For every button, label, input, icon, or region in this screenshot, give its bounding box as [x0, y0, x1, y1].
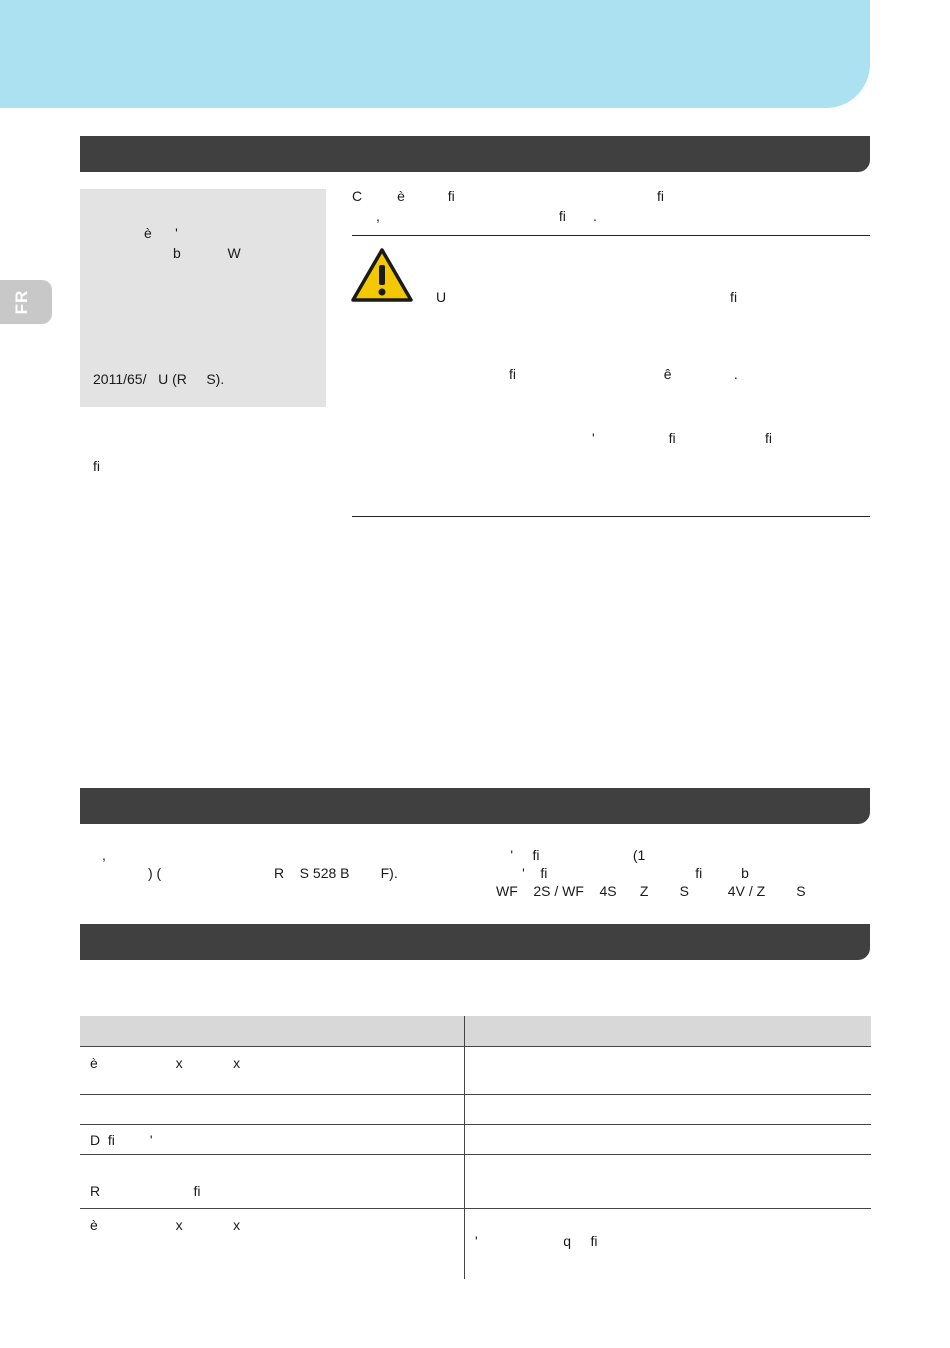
intro-text-line: , fi .	[376, 208, 597, 224]
info-box-line: è '	[144, 225, 178, 241]
table-header-cell	[80, 1016, 465, 1047]
intro-text-line: C è fi fi	[352, 188, 664, 204]
table-row	[80, 1047, 871, 1095]
warning-text-line: U fi	[436, 289, 738, 305]
table-cell	[465, 1047, 872, 1095]
language-tab	[0, 280, 52, 324]
spec-table	[80, 1016, 871, 1279]
table-header-row	[80, 1016, 871, 1047]
section-text-line: ) ( R S 528 B F). ' fi fi b	[148, 865, 749, 881]
table-header-cell	[465, 1016, 872, 1047]
section-text-line: WF 2S / WF 4S Z S 4V / Z S	[496, 883, 806, 899]
table-cell	[465, 1125, 872, 1155]
section-text-line: , ' fi (1	[102, 847, 646, 863]
left-column-text: fi	[93, 458, 100, 474]
section-header-bar	[80, 136, 870, 172]
language-tab-label: FR	[12, 289, 31, 315]
table-cell: D fi '	[80, 1125, 465, 1155]
table-cell	[465, 1155, 872, 1209]
table-row	[80, 1095, 871, 1125]
divider	[352, 516, 870, 517]
table-cell	[465, 1095, 872, 1125]
info-box-line: b W	[173, 245, 241, 261]
table-row	[80, 1125, 871, 1155]
table-cell: è x x	[80, 1209, 465, 1279]
info-box-line: 2011/65/ U (R S).	[93, 371, 225, 387]
table-cell	[80, 1095, 465, 1125]
warning-icon	[350, 247, 414, 303]
header-band	[0, 0, 870, 108]
warning-text-line: ' fi fi	[592, 430, 773, 446]
divider	[352, 235, 870, 236]
section-header-bar	[80, 924, 870, 960]
table-cell: è x x	[80, 1047, 465, 1095]
table-row	[80, 1209, 871, 1279]
section-header-bar	[80, 788, 870, 824]
warning-text-line: fi ê .	[509, 366, 738, 382]
table-cell: ' q fi	[475, 1233, 598, 1249]
table-cell: R fi	[80, 1155, 465, 1209]
table-row	[80, 1155, 871, 1209]
